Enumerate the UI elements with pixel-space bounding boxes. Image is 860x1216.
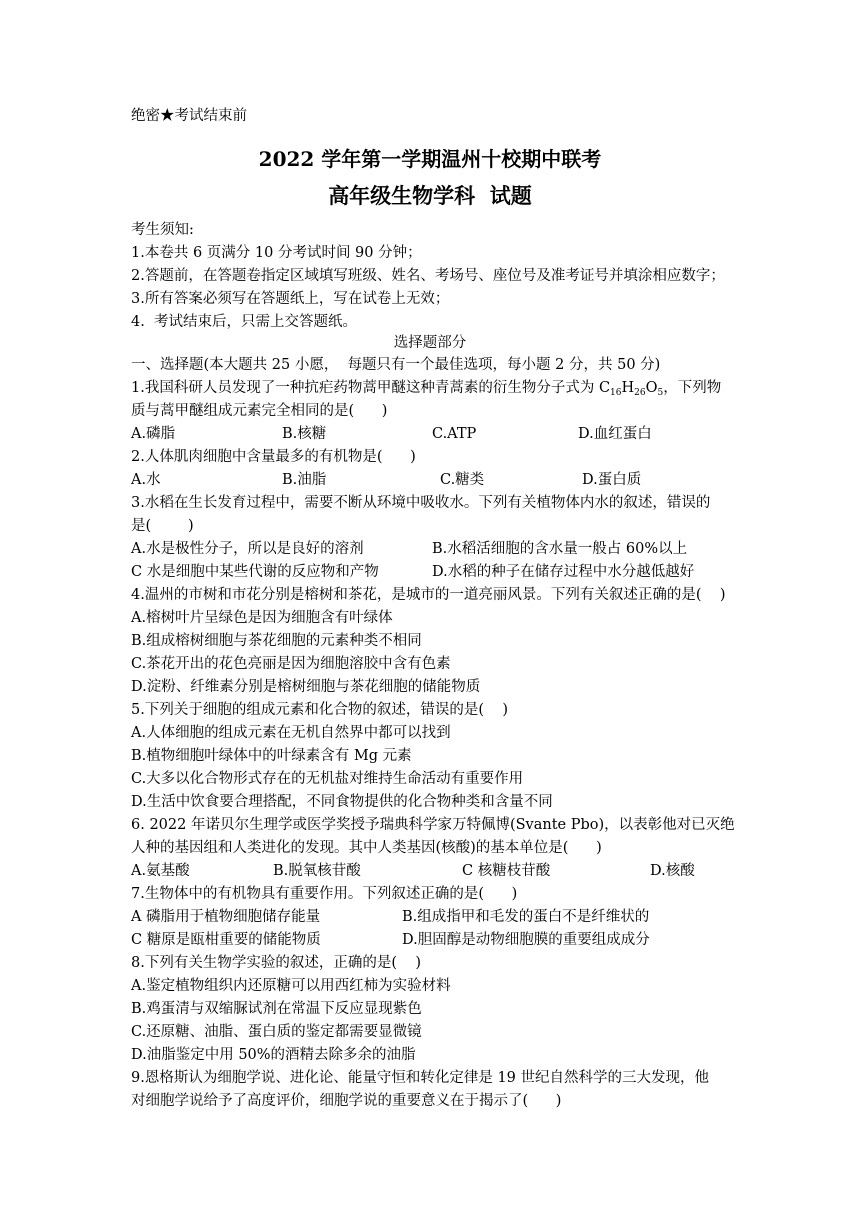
option-b: B.油脂 [282, 472, 327, 488]
option-d: D.生活中饮食要合理搭配，不同食物提供的化合物种类和含量不同 [131, 794, 553, 810]
option-a: A.鉴定植物组织内还原糖可以用西红柿为实验材料 [131, 978, 451, 994]
option-d: D.淀粉、纤维素分别是榕树细胞与茶花细胞的储能物质 [131, 679, 481, 695]
question-8-stem: 8.下列有关生物学实验的叙述，正确的是( ) [131, 955, 422, 971]
question-2-stem: 2.人体肌肉细胞中含量最多的有机物是( ) [131, 449, 416, 465]
option-c: C 核糖枝苷酸 [462, 863, 551, 879]
option-c: C 糖原是瓯柑重要的储能物质 [131, 932, 321, 948]
question-7-stem: 7.生物体中的有机物具有重要作用。下列叙述正确的是( ) [131, 886, 518, 902]
option-d: D.胆固醇是动物细胞膜的重要组成成分 [402, 932, 650, 948]
option-b: B.组成榕树细胞与茶花细胞的元素种类不相同 [131, 633, 422, 649]
section-instructions: 一、选择题(本大题共 25 小愿， 每题只有一个最佳选项，每小题 2 分，共 50 分) [131, 357, 661, 373]
option-d: D.核酸 [650, 863, 695, 879]
exam-title: 2022 学年第一学期温州十校期中联考 [258, 147, 602, 171]
option-a: A 磷脂用于植物细胞储存能量 [131, 909, 321, 925]
option-d: D.血红蛋白 [578, 426, 652, 442]
option-b: B.脱氧核苷酸 [273, 863, 361, 879]
option-a: A.人体细胞的组成元素在无机自然界中都可以找到 [131, 725, 451, 741]
option-b: B.核糖 [282, 426, 327, 442]
option-c: C 水是细胞中某些代谢的反应物和产物 [131, 564, 379, 580]
option-c: C.糖类 [440, 472, 485, 488]
option-b: B.植物细胞叶绿体中的叶绿素含有 Mg 元素 [131, 748, 412, 764]
option-c: C.茶花开出的花色亮丽是因为细胞溶胶中含有色素 [131, 656, 451, 672]
option-b: B.水稻活细胞的含水量一般占 60%以上 [432, 541, 688, 557]
question-3-stem-cont: 是( ) [131, 518, 194, 534]
secret-label: 绝密★考试结束前 [131, 108, 247, 124]
question-3-stem: 3.水稻在生长发育过程中，需要不断从环境中吸收水。下列有关植物体内水的叙述，错误的 [131, 495, 711, 511]
question-6-stem: 6. 2022 年诺贝尔生理学或医学奖授予瑞典科学家万特佩博(Svante Pbo)，以表彰他对已灭绝 [131, 817, 735, 833]
notice-item: 4. 考试结束后，只需上交答题纸。 [131, 314, 358, 330]
option-a: A.氨基酸 [131, 863, 190, 879]
option-d: D.水稻的种子在储存过程中水分越低越好 [432, 564, 695, 580]
option-d: D.蛋白质 [582, 472, 642, 488]
option-b: B.鸡蛋清与双缩脲试剂在常温下反应显现紫色 [131, 1001, 422, 1017]
option-a: A.磷脂 [131, 426, 176, 442]
section-title: 选择题部分 [393, 335, 467, 351]
question-4-stem: 4.温州的市树和市花分别是榕树和茶花，是城市的一道亮丽风景。下列有关叙述正确的是( ) [131, 587, 726, 603]
question-5-stem: 5.下列关于细胞的组成元素和化合物的叙述，错误的是( ) [131, 702, 509, 718]
option-c: C.还原糖、油脂、蛋白质的鉴定都需要显微镜 [131, 1024, 422, 1040]
option-d: D.油脂鉴定中用 50%的酒精去除多余的油脂 [131, 1047, 416, 1063]
option-c: C.ATP [432, 426, 477, 442]
question-9-stem-cont: 对细胞学说给予了高度评价，细胞学说的重要意义在于揭示了( ) [131, 1093, 562, 1109]
question-6-stem-cont: 人种的基因组和人类进化的发现。其中人类基因(核酸)的基本单位是( ) [131, 840, 602, 856]
option-c: C.大多以化合物形式存在的无机盐对维持生命活动有重要作用 [131, 771, 524, 787]
exam-subtitle: 高年级生物学科 试题 [328, 183, 532, 208]
question-9-stem: 9.恩格斯认为细胞学说、进化论、能量守恒和转化定律是 19 世纪自然科学的三大发现，他 [131, 1070, 709, 1086]
option-a: A.水是极性分子，所以是良好的溶剂 [131, 541, 364, 557]
notice-heading: 考生须知: [131, 222, 194, 238]
notice-item: 3.所有答案必须写在答题纸上，写在试卷上无效； [131, 291, 450, 307]
option-a: A.榕树叶片呈绿色是因为细胞含有叶绿体 [131, 610, 393, 626]
option-b: B.组成指甲和毛发的蛋白不是纤维状的 [402, 909, 650, 925]
option-a: A.水 [131, 472, 161, 488]
question-1-stem-cont: 质与蒿甲醚组成元素完全相同的是( ) [131, 403, 388, 419]
notice-item: 1.本卷共 6 页满分 10 分考试时间 90 分钟； [131, 245, 422, 261]
question-1-stem: 1.我国科研人员发现了一种抗疟药物蒿甲醚这种青蒿素的衍生物分子式为 $C_{16}H_{26}O_5$，下列物 [131, 380, 722, 398]
notice-item: 2.答题前，在答题卷指定区域填写班级、姓名、考场号、座位号及准考证号并填涂相应数字； [131, 268, 725, 284]
